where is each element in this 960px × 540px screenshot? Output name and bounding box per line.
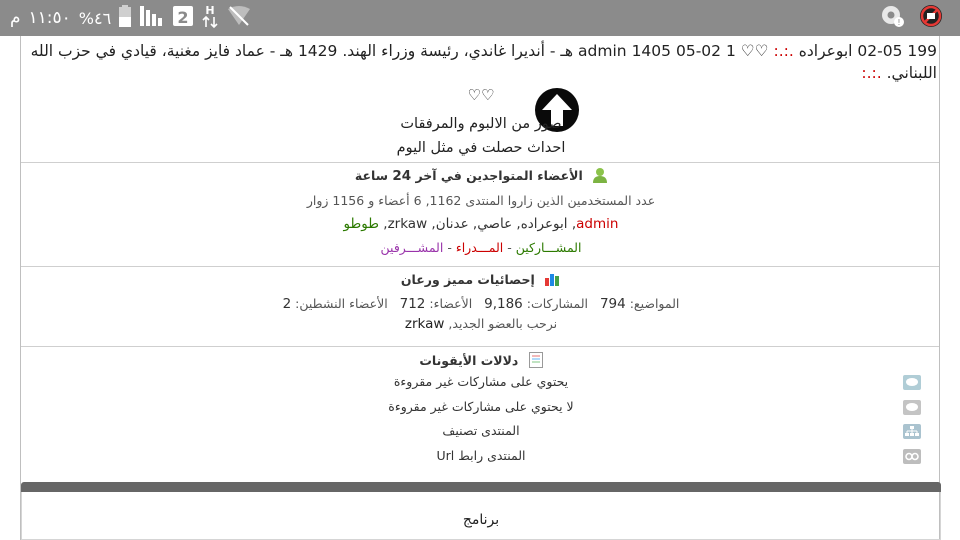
event-part-1: 199 02-05 ابوعراده bbox=[798, 42, 937, 60]
group-link[interactable]: المـــدراء bbox=[455, 240, 504, 255]
legend-label: لا يحتوي على مشاركات غير مقروءة bbox=[388, 399, 574, 414]
online-users-title: الأعضاء المتواجدين في آخر 24 ساعة bbox=[21, 167, 941, 186]
status-right bbox=[880, 0, 944, 36]
svg-text:!: ! bbox=[897, 18, 901, 27]
divider bbox=[21, 346, 939, 347]
status-ampm: م bbox=[10, 8, 21, 28]
user-link[interactable]: عاصي bbox=[477, 216, 513, 232]
today-events-text bbox=[21, 40, 941, 106]
legend-item bbox=[21, 374, 941, 394]
divider bbox=[21, 162, 939, 163]
event-separator: .:.: bbox=[861, 64, 882, 82]
category-icon bbox=[903, 424, 921, 439]
sim-2-icon bbox=[173, 4, 193, 32]
signal-icon bbox=[139, 4, 165, 32]
stats-counts: المواضيع: 794 المشاركات: 9,186 الأعضاء: 712 الأعضاء النشطين: 2 bbox=[282, 296, 680, 312]
online-users-list: admin, ابوعراده, عاصي, عدنان, zrkaw, طوطو bbox=[343, 216, 619, 232]
legend-label: المنتدى رابط Url bbox=[436, 448, 526, 463]
new-member-link[interactable]: zrkaw bbox=[404, 316, 445, 332]
bar-chart-icon bbox=[545, 272, 561, 289]
user-link[interactable]: admin bbox=[576, 216, 619, 232]
svg-text:2: 2 bbox=[177, 8, 189, 27]
user-groups-legend: المشـــاركين - المـــدراء - المشـــرفين bbox=[380, 240, 582, 255]
new-member-text: نرحب بالعضو الجديد, zrkaw bbox=[404, 316, 558, 332]
hearts-text: ♡♡ bbox=[467, 86, 495, 104]
blocked-notification-icon bbox=[918, 3, 944, 33]
stats-title: إحصائيات مميز ورعان bbox=[21, 272, 941, 289]
status-left bbox=[10, 0, 251, 36]
icon-legend-title: دلالات الأيقونات bbox=[21, 352, 941, 371]
wifi-off-icon bbox=[227, 5, 251, 31]
program-link[interactable]: برنامج bbox=[462, 512, 500, 528]
event-part-2[interactable]: ♡♡ 1 02-05 1405 admin هـ - أنديرا غاندي، رئيسة وزراء الهند. 1429 هـ - عماد فايز مغنية، قيادي في حزب الله اللبناني. bbox=[30, 42, 937, 82]
unread-posts-icon bbox=[903, 375, 921, 390]
today-events-link[interactable]: احداث حصلت في مثل اليوم bbox=[396, 140, 566, 156]
battery-percent: %٤٦ bbox=[78, 8, 112, 28]
svg-text:H: H bbox=[205, 4, 215, 17]
user-link[interactable]: ابوعراده bbox=[520, 216, 568, 232]
user-icon bbox=[593, 167, 607, 186]
legend-item bbox=[21, 399, 941, 419]
legend-label: يحتوي على مشاركات غير مقروءة bbox=[393, 374, 569, 389]
document-icon bbox=[529, 352, 543, 371]
user-link[interactable]: طوطو bbox=[343, 216, 379, 232]
group-link[interactable]: المشـــاركين bbox=[515, 240, 582, 255]
settings-notification-icon bbox=[880, 4, 904, 32]
group-link[interactable]: المشـــرفين bbox=[380, 240, 444, 255]
no-unread-posts-icon bbox=[903, 400, 921, 415]
url-link-icon bbox=[903, 449, 921, 464]
visitor-count-text: عدد المستخدمين الذين زاروا المنتدى 1162, 6 أعضاء و 1156 زوار bbox=[306, 193, 656, 208]
network-hspa-icon bbox=[201, 3, 219, 33]
user-link[interactable]: عدنان bbox=[435, 216, 469, 232]
legend-label: المنتدى تصنيف bbox=[442, 423, 520, 438]
section-header-bar bbox=[21, 482, 941, 492]
status-bar bbox=[0, 0, 960, 36]
legend-item bbox=[21, 448, 941, 468]
user-link[interactable]: zrkaw bbox=[387, 216, 428, 232]
divider bbox=[21, 266, 939, 267]
legend-item bbox=[21, 423, 941, 443]
status-time: ١١:٥٠ bbox=[28, 8, 71, 28]
event-separator: .:.: bbox=[773, 42, 794, 60]
forum-page bbox=[20, 36, 940, 540]
battery-icon bbox=[119, 5, 131, 31]
album-attachments-link[interactable]: صور من الالبوم والمرفقات bbox=[400, 116, 562, 132]
